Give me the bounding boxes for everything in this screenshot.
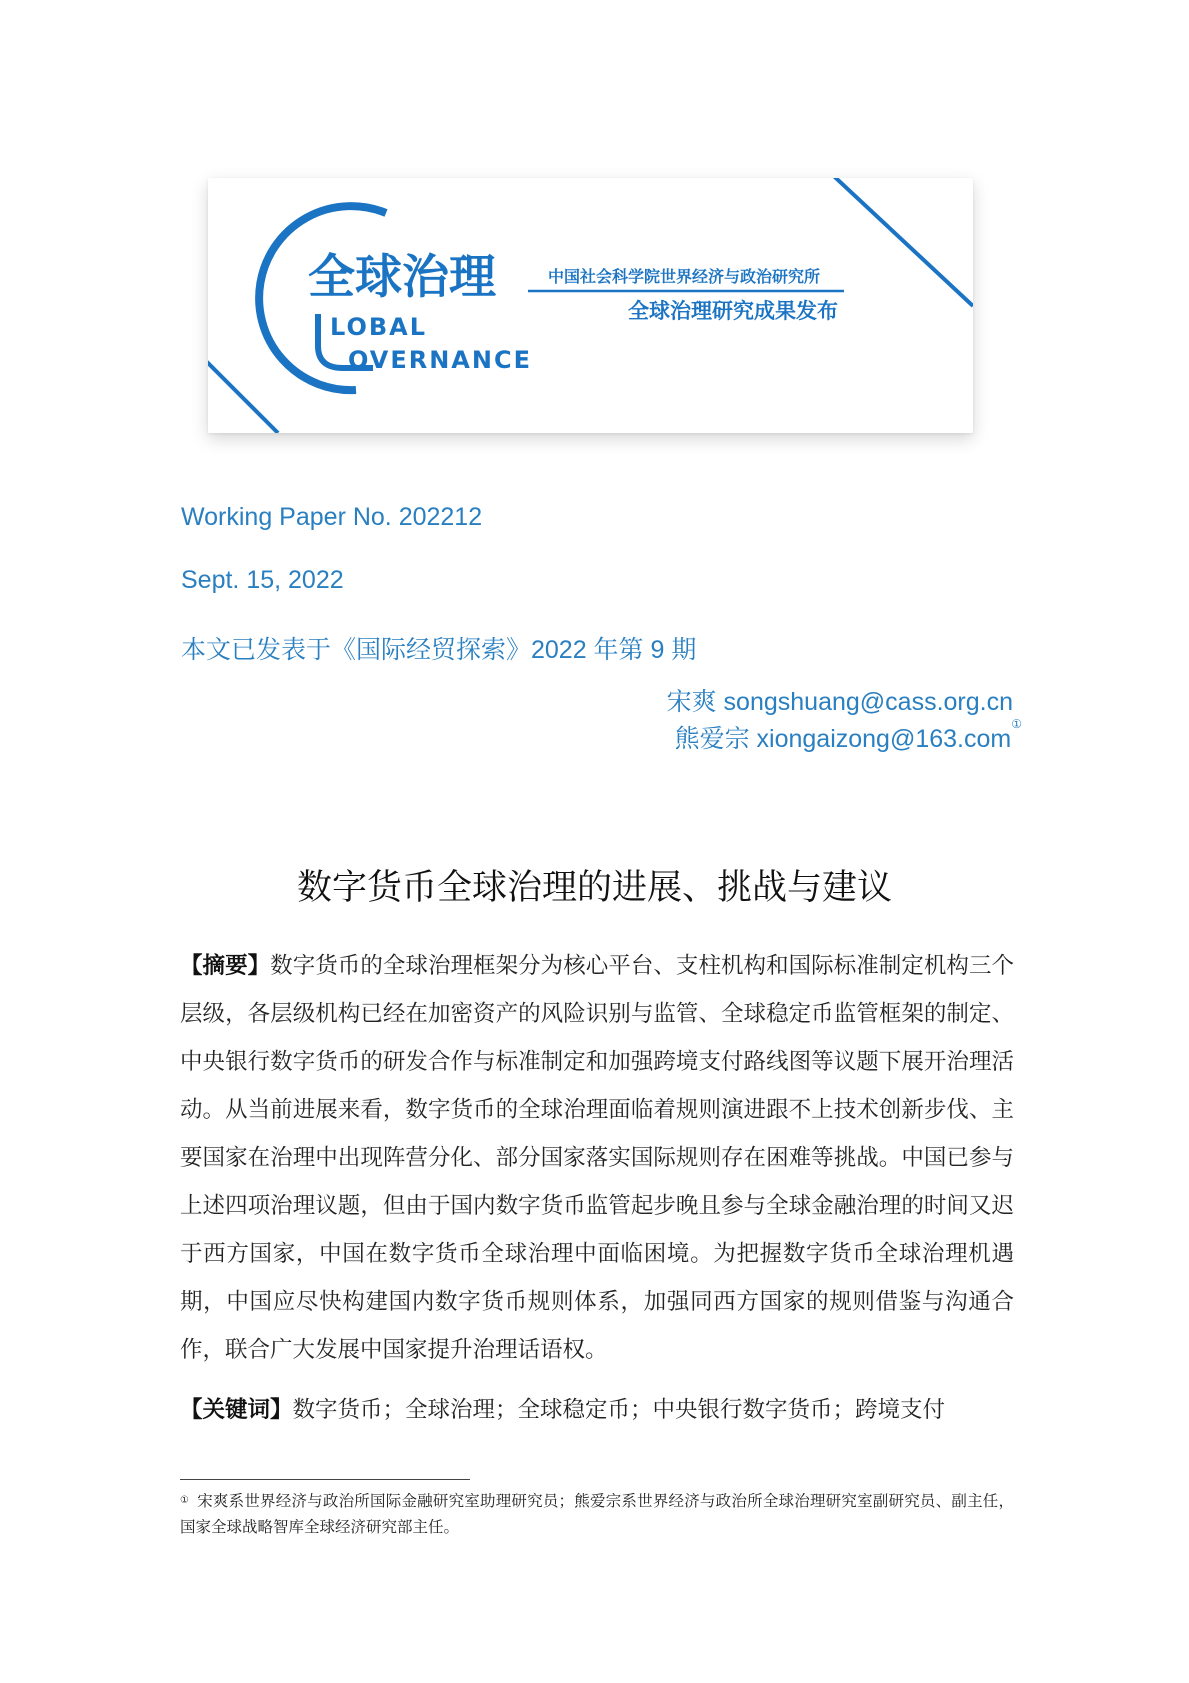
keywords: [180, 1390, 1014, 1430]
decor-line-bottom-left: [208, 353, 278, 433]
author-2: [675, 719, 1022, 755]
abstract: [180, 942, 1014, 1374]
logo-en-global: LOBAL: [330, 313, 427, 341]
abstract-text: 数字货币的全球治理框架分为核心平台、支柱机构和国际标准制定机构三个层级，各层级机构已经在加密资产的风险识别与监管、全球稳定币监管框架的制定、中央银行数字货币的研发合作与标准制定和加强跨境支付路线图等议题下展开治理活动。从当前进展来看，数字货币的全球治理面临着规则演进跟不上技术创新步伐、主要国家在治理中出现阵营分化、部分国家落实国际规则存在困难等挑战。中国已参与上述四项治理议题，但由于国内数字货币监管起步晚且参与全球金融治理的时间又迟于西方国家，中国在数字货币全球治理中面临困境。为把握数字货币全球治理机遇期，中国应尽快构建国内数字货币规则体系，加强同西方国家的规则借鉴与沟通合作，联合广大发展中国家提升治理话语权。: [180, 953, 1014, 1363]
keywords-label: 【关键词】: [180, 1397, 293, 1423]
publication-note: 本文已发表于《国际经贸探索》2022 年第 9 期: [181, 636, 697, 664]
logo-chinese-title: 全球治理: [308, 250, 496, 305]
author-1: [667, 682, 1013, 718]
author-2-footnote-ref: ①: [1011, 717, 1022, 731]
author-1-name-email: 宋爽 songshuang@cass.org.cn: [666, 688, 1013, 716]
footnote-marker: ①: [180, 1495, 190, 1506]
banner-graphic: [208, 178, 973, 433]
footnote: [180, 1488, 1014, 1540]
logo-en-governance: OVERNANCE: [348, 346, 532, 374]
footnote-rule: [180, 1479, 470, 1480]
footnote-text: 宋爽系世界经济与政治所国际金融研究室助理研究员；熊爱宗系世界经济与政治所全球治理研究室副研究员、副主任，国家全球战略智库全球经济研究部主任。: [180, 1492, 1014, 1536]
global-governance-banner: [208, 178, 973, 433]
institute-name: 中国社会科学院世界经济与政治研究所: [548, 267, 821, 286]
paper-title: 数字货币全球治理的进展、挑战与建议: [296, 868, 892, 908]
author-2-name-email: 熊爱宗 xiongaizong@163.com: [674, 725, 1012, 753]
abstract-label: 【摘要】: [180, 953, 271, 979]
banner-tagline: 全球治理研究成果发布: [628, 299, 838, 323]
decor-line-top-right: [823, 178, 973, 306]
keywords-text: 数字货币；全球治理；全球稳定币；中央银行数字货币；跨境支付: [292, 1397, 946, 1423]
paper-date: Sept. 15, 2022: [181, 566, 344, 594]
paper-number: Working Paper No. 202212: [181, 503, 483, 531]
